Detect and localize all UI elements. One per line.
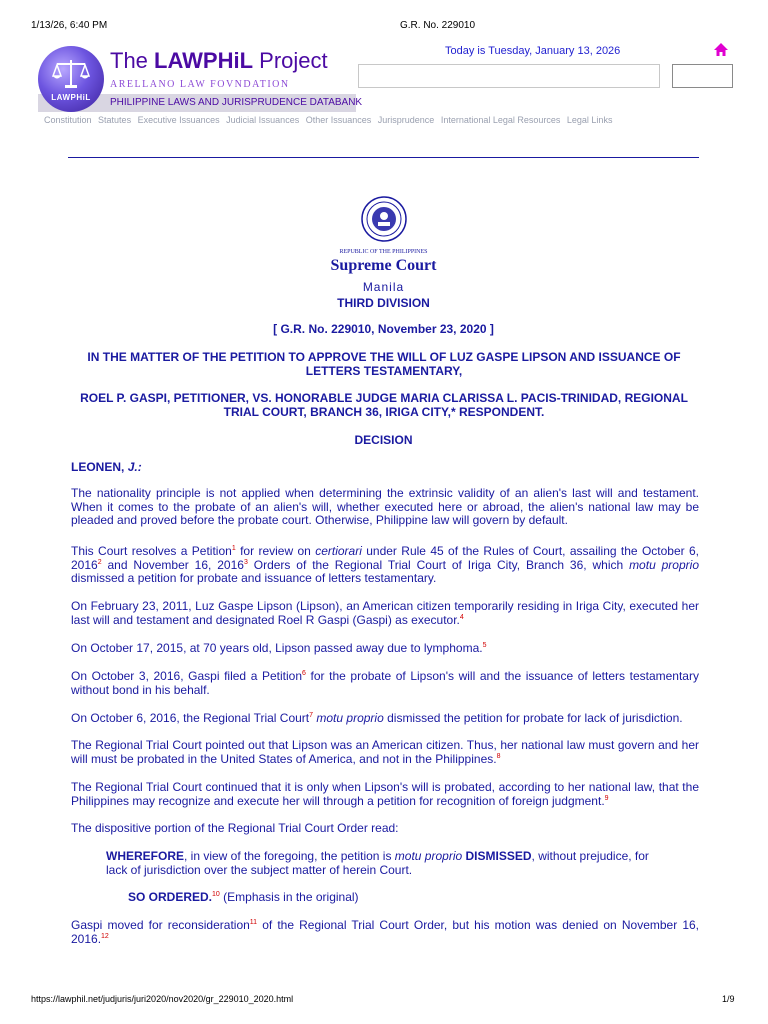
ponente: LEONEN, J.: [71,460,142,474]
logo-title: The LAWPHiL Project [110,48,328,73]
nav-judicial-issuances[interactable]: Judicial Issuances [226,115,300,125]
footnote-7-link[interactable]: 7 [309,712,314,719]
nav-statutes[interactable]: Statutes [98,115,132,125]
paragraph-7: The Regional Trial Court pointed out that Lipson was an American citizen. Thus, her national law must govern and her will must be probated in the United States of America, and not in the Philippines.$^8$ [71,738,699,766]
scales-of-justice-icon [51,56,91,92]
footnote-1-link[interactable]: 1 [231,545,236,552]
paragraph-6: On October 6, 2016, the Regional Trial Court$^7$ motu proprio dismissed the petition for probate for lack of jurisdiction. [71,711,683,725]
print-url: https://lawphil.net/judjuris/juri2020/nov2020/gr_229010_2020.html [31,994,294,1004]
court-name: Supreme Court [330,257,437,274]
search-button[interactable] [672,64,733,88]
paragraph-9: The dispositive portion of the Regional Trial Court Order read: [71,821,399,835]
footnote-6-link[interactable]: 6 [302,670,306,677]
nav-jurisprudence[interactable]: Jurisprudence [377,115,435,125]
main-nav [44,115,616,125]
footnote-10-link[interactable]: 10 [212,891,220,898]
dispositive-quote: WHEREFORE, in view of the foregoing, the petition is motu proprio DISMISSED, without prejudice, for lack of jurisdiction over the subject matter of herein Court. [106,849,649,877]
paragraph-5: On October 3, 2016, Gaspi filed a Petition$^6$ for the probate of Lipson's will and the issuance of letters testamentary without bond in his behalf. [71,669,699,697]
footnote-4-link[interactable]: 4 [459,613,464,621]
logo-subtitle: ARELLANO LAW FOVNDATION [110,79,290,90]
case-title-matter: IN THE MATTER OF THE PETITION TO APPROVE THE WILL OF LUZ GASPE LIPSON AND ISSUANCE OF LETTERS TESTAMENTARY, [87,350,681,378]
footnote-8-link[interactable]: 8 [496,752,501,760]
paragraph-2: This Court resolves a Petition$^1$ for review on certiorari under Rule 45 of the Rules of Court, assailing the October 6, 2016$^2$ and November 16, 2016$^3$ Orders of the Regional Trial Court of Iriga City, Branch 36, which motu proprio dismissed a petition for probate and issuance of letters testamentary. [71,544,699,585]
footnote-2-link[interactable]: 2 [97,558,102,566]
home-icon[interactable] [713,42,729,63]
supreme-court-seal-icon [361,196,407,247]
paragraph-10: Gaspi moved for reconsideration$^{11}$ of the Regional Trial Court Order, but his motion was denied on November 16, 2016.12 [71,918,700,946]
paragraph-8: The Regional Trial Court continued that it is only when Lipson's will is probated, according to her national law, that the Philippines may recognize and execute her will through a petition for recognition of foreign judgment.$^9$ [71,780,699,808]
paragraph-4: On October 17, 2015, at 70 years old, Lipson passed away due to lymphoma.$^5$ [71,641,487,655]
print-doc-title: G.R. No. 229010 [400,20,476,31]
division: THIRD DIVISION [337,296,430,310]
footnote-3-link[interactable]: 3 [243,558,248,566]
lawphil-logo[interactable] [38,42,363,114]
divider [68,157,699,158]
footnote-5-link[interactable]: 5 [482,642,487,649]
nav-constitution[interactable]: Constitution [44,115,92,125]
nav-legal-links[interactable]: Legal Links [566,115,613,125]
court-city: Manila [362,280,405,294]
nav-international-legal-resources[interactable]: International Legal Resources [440,115,561,125]
logo-badge-text: LAWPHiL [51,93,91,102]
search-input[interactable] [358,64,660,88]
decision-heading: DECISION [354,433,413,447]
footnote-9-link[interactable]: 9 [604,794,609,802]
footnote-12-link[interactable]: 12 [101,932,109,940]
nav-executive-issuances[interactable]: Executive Issuances [137,115,220,125]
nav-other-issuances[interactable]: Other Issuances [305,115,372,125]
republic-label: REPUBLIC OF THE PHILIPPINES [339,249,428,255]
logo-tagline: PHILIPPINE LAWS AND JURISPRUDENCE DATABANK [110,97,363,108]
logo-emblem [38,46,104,112]
paragraph-1: The nationality principle is not applied when determining the extrinsic validity of an alien's last will and testament. When it comes to the probate of an alien's will, whether executed here or abroad, the alien's national law may be pleaded and proved before the probate court. Otherwise, Philippine law will govern by default. [71,486,699,527]
footnote-11-link[interactable]: 11 [249,919,258,926]
print-page-number: 1/9 [722,994,735,1004]
paragraph-3: On February 23, 2011, Luz Gaspe Lipson (Lipson), an American citizen temporarily residing in Iriga City, executed her last will and testament and designated Roel R Gaspi (Gaspi) as executor.$^4$ [71,599,699,627]
today-date: Today is Tuesday, January 13, 2026 [445,45,621,57]
so-ordered: SO ORDERED.$^{10}$ (Emphasis in the original) [128,890,359,904]
print-datetime: 1/13/26, 6:40 PM [31,20,108,31]
case-number: [ G.R. No. 229010, November 23, 2020 ] [273,322,494,336]
case-parties: ROEL P. GASPI, PETITIONER, VS. HONORABLE JUDGE MARIA CLARISSA L. PACIS-TRINIDAD, REGIONAL TRIAL COURT, BRANCH 36, IRIGA CITY,* RESPONDENT. [80,391,688,419]
